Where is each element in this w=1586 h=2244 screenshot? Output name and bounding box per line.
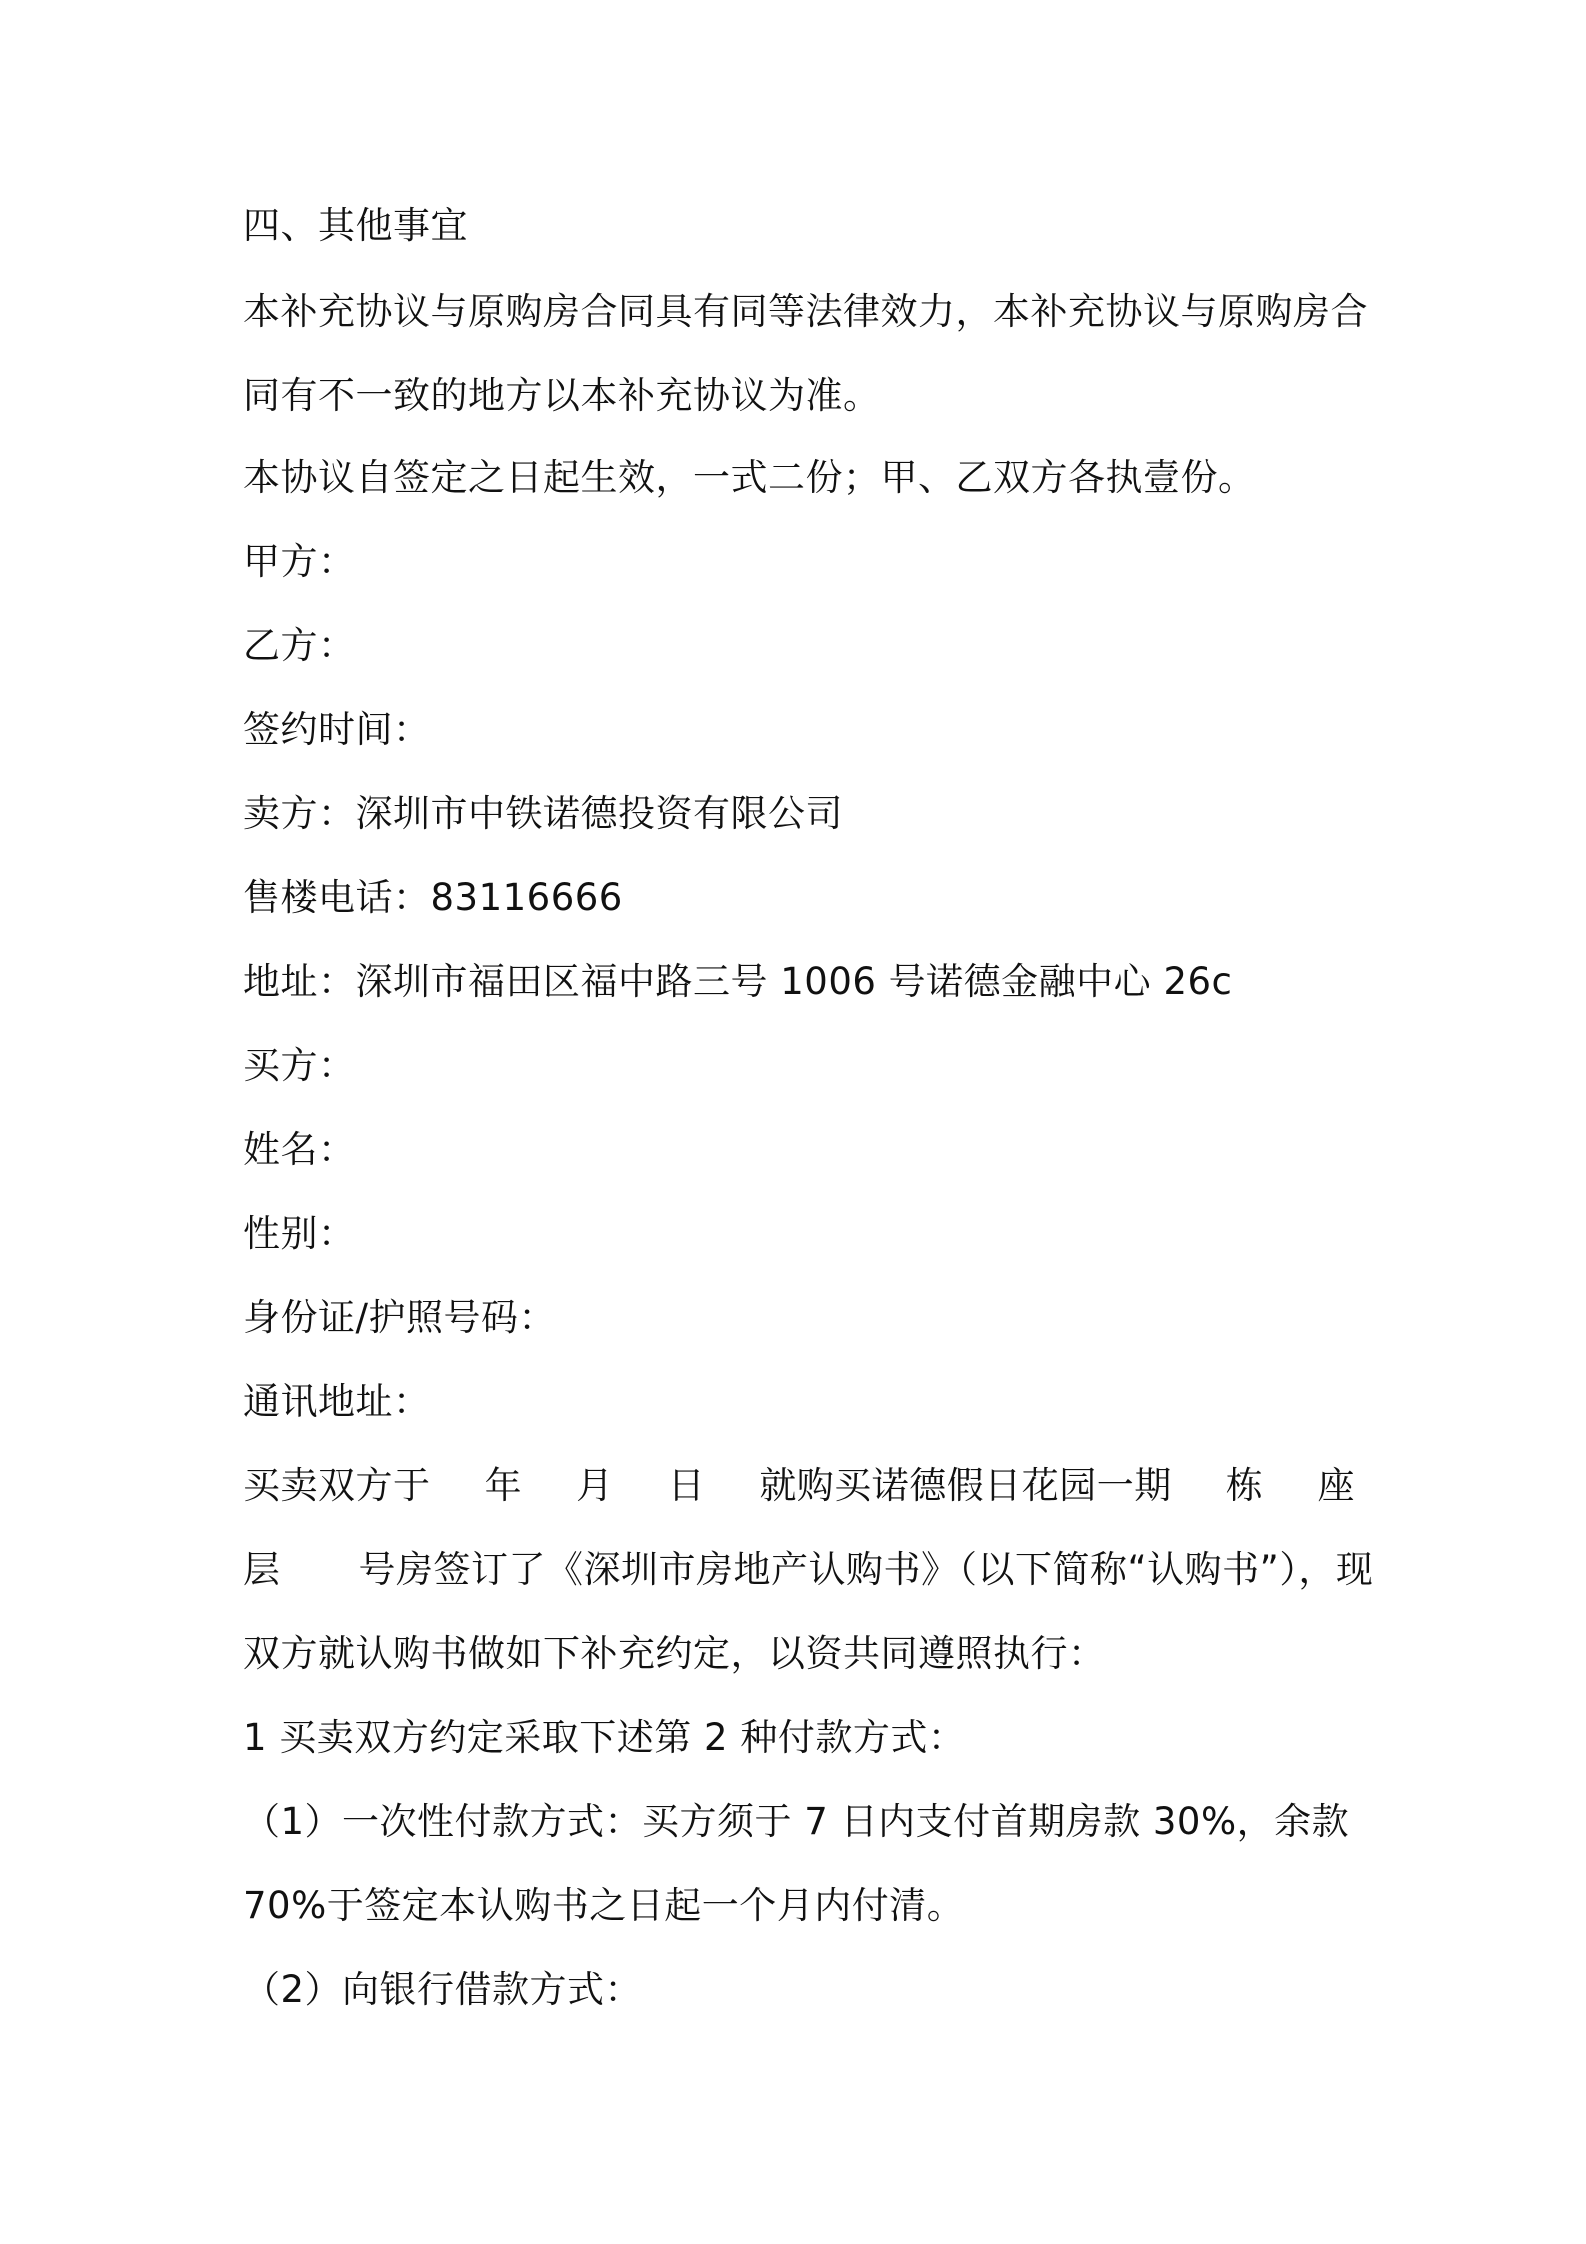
- address-line: 地址：深圳市福田区福中路三号 1006 号诺德金融中心 26c: [243, 960, 1233, 1003]
- intro-seg-buyers-sellers: 买卖双方于: [243, 1464, 431, 1507]
- intro-line-2: [243, 1544, 1374, 1596]
- buyer-label: 买方：: [243, 1044, 356, 1087]
- seller-line: 卖方：深圳市中铁诺德投资有限公司: [243, 792, 843, 835]
- party-a-label: 甲方：: [243, 540, 356, 583]
- intro-line-1: [243, 1460, 1355, 1512]
- mail-address-label: 通讯地址：: [243, 1380, 431, 1423]
- intro-seg-day: 日: [667, 1464, 706, 1507]
- option-2: （2）向银行借款方式：: [243, 1968, 643, 2011]
- intro-seg-purchase: 就购买诺德假日花园一期: [759, 1464, 1172, 1507]
- id-number-label: 身份证/护照号码：: [243, 1296, 556, 1339]
- paragraph-1-line-1: 本补充协议与原购房合同具有同等法律效力，本补充协议与原购房合: [243, 290, 1368, 333]
- intro-line-3: 双方就认购书做如下补充约定，以资共同遵照执行：: [243, 1632, 1106, 1675]
- option-1-line-2: 70%于签定本认购书之日起一个月内付清。: [243, 1884, 965, 1927]
- option-1-line-1: （1）一次性付款方式：买方须于 7 日内支付首期房款 30%，余款: [243, 1800, 1350, 1843]
- paragraph-1-line-2: 同有不一致的地方以本补充协议为准。: [243, 374, 881, 417]
- intro-seg-year: 年: [484, 1464, 523, 1507]
- party-b-label: 乙方：: [243, 624, 356, 667]
- section-title: 四、其他事宜: [243, 204, 468, 247]
- gender-label: 性别：: [243, 1212, 356, 1255]
- paragraph-2: 本协议自签定之日起生效，一式二份；甲、乙双方各执壹份。: [243, 456, 1256, 499]
- intro-seg-room-signed: 号房签订了《深圳市房地产认购书》（以下简称“认购书”），现: [358, 1548, 1374, 1591]
- sign-time-label: 签约时间：: [243, 708, 431, 751]
- clause-1: 1 买卖双方约定采取下述第 2 种付款方式：: [243, 1716, 966, 1759]
- intro-seg-month: 月: [576, 1464, 614, 1507]
- intro-seg-building: 栋: [1225, 1464, 1264, 1507]
- sales-phone-line: 售楼电话：83116666: [243, 876, 623, 919]
- intro-seg-floor: 层: [243, 1548, 281, 1591]
- name-label: 姓名：: [243, 1128, 356, 1171]
- intro-seg-block: 座: [1317, 1464, 1355, 1507]
